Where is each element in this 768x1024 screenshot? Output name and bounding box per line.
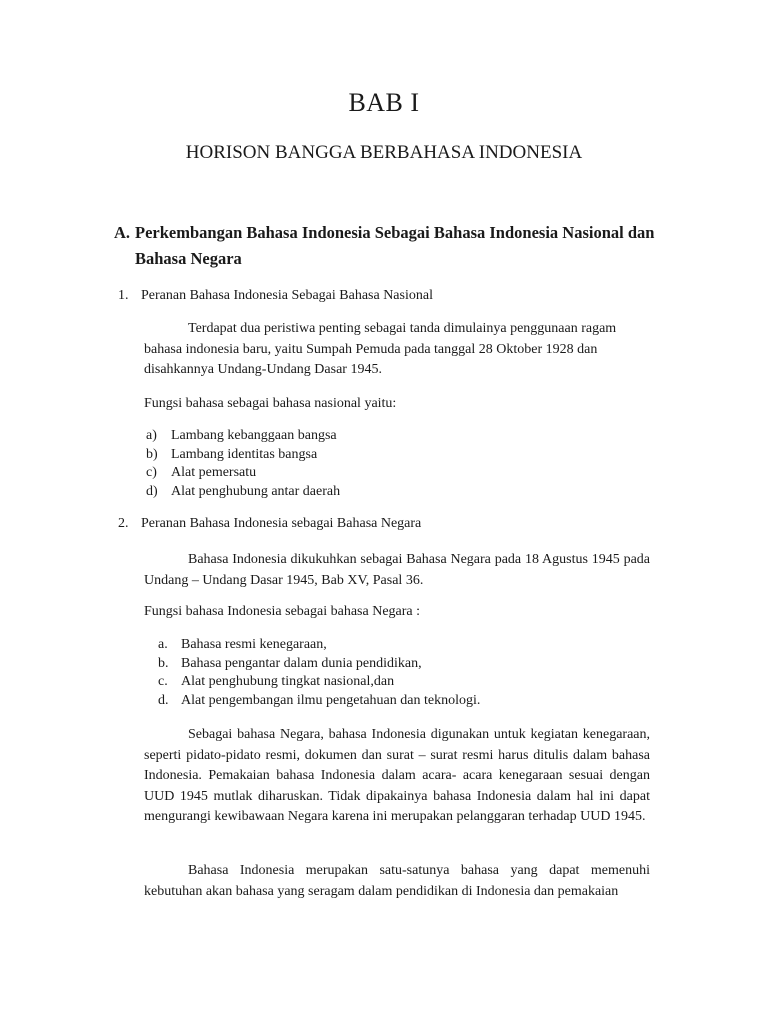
subsection-2-paragraph: Bahasa Indonesia dikukuhkan sebagai Bahasa Negara pada 18 Agustus 1945 pada Undang – Undang Dasar 1945, Bab XV, Pasal 36. [144, 552, 650, 588]
subsection-2-paragraph-2: Sebagai bahasa Negara, bahasa Indonesia digunakan untuk kegiatan kenegaraan, seperti pidato-pidato resmi, dokumen dan surat – surat resmi harus ditulis dalam bahasa Indonesia. Pemakaian bahasa Indonesia dalam acara- acara kenegaraan sesuai dengan UUD 1945 mutlak diharuskan. Tidak dipakainya bahasa Indonesia dalam hal ini dapat mengurangi kewibawaan Negara karena ini merupakan pelanggaran terhadap UUD 1945. [144, 727, 650, 824]
document-page: BAB I HORISON BANGGA BERBAHASA INDONESIA A. Perkembangan Bahasa Indonesia Sebagai Bahasa Indonesia Nasional dan Bahasa Negara 1. Peranan Bahasa Indonesia Sebagai Bahasa Nasional Terdapat dua peristiwa penting sebagai tanda dimulainya penggunaan ragam bahasa indonesia baru, yaitu Sumpah Pemuda pada tanggal 28 Oktober 1928 dan disahkannya Undang-Undang Dasar 1945. Fungsi bahasa sebagai bahasa nasional yaitu: a) Lambang kebanggaan bangsa b) Lambang identitas bangsa c) Alat pemersatu d) Alat penghubung antar daerah 2. Peranan Bahasa Indonesia sebagai Bahasa Negara Bahasa Indonesia dikukuhkan sebagai Bahasa Negara pada 18 Agustus 1945 pada Undang – Undang Dasar 1945, Bab XV, Pasal 36. Fungsi bahasa Indonesia sebagai bahasa Negara : a. Bahasa resmi kenegaraan, b. Bahasa pengantar dalam dunia pendidikan, c. Alat penghubung tingkat nasional,dan d. Alat pengembangan ilmu pengetahuan dan teknologi. Sebagai bahasa Negara, bahasa Indonesia digunakan untuk kegiatan kenegaraan, seperti pidato-pidato resmi, dokumen dan surat – surat resmi harus ditulis dalam bahasa Indonesia. Pemakaian bahasa Indonesia dalam acara- acara kenegaraan sesuai dengan UUD 1945 mutlak diharuskan. Tidak dipakainya bahasa Indonesia dalam hal ini dapat mengurangi kewibawaan Negara karena ini merupakan pelanggaran terhadap UUD 1945. Bahasa Indonesia merupakan satu-satunya bahasa yang dapat memenuhi kebutuhan akan bahasa yang seragam dalam pendidikan di Indonesia dan pemakaian [0, 0, 768, 1024]
subsection-1-title: Peranan Bahasa Indonesia Sebagai Bahasa Nasional [141, 288, 433, 303]
subsection-2-number: 2. [118, 516, 129, 531]
subsection-1-list-intro: Fungsi bahasa sebagai bahasa nasional yaitu: [144, 396, 397, 411]
subsection-2-list-intro: Fungsi bahasa Indonesia sebagai bahasa Negara : [144, 604, 421, 619]
chapter-title: HORISON BANGGA BERBAHASA INDONESIA [185, 142, 583, 163]
section-title: Perkembangan Bahasa Indonesia Sebagai Bahasa Indonesia Nasional dan Bahasa Negara [135, 223, 655, 268]
subsection-1-number: 1. [118, 288, 129, 303]
section-heading [114, 220, 674, 272]
subsection-1-paragraph: Terdapat dua peristiwa penting sebagai tanda dimulainya penggunaan ragam bahasa indonesia baru, yaitu Sumpah Pemuda pada tanggal 28 Oktober 1928 dan disahkannya Undang-Undang Dasar 1945. [144, 321, 617, 377]
subsection-2-title: Peranan Bahasa Indonesia sebagai Bahasa Negara [141, 516, 422, 531]
chapter-number: BAB I [348, 88, 420, 117]
subsection-2-paragraph-3: Bahasa Indonesia merupakan satu-satunya bahasa yang dapat memenuhi kebutuhan akan bahasa yang seragam dalam pendidikan di Indonesia dan pemakaian [144, 863, 650, 899]
section-letter: A. [114, 223, 131, 242]
